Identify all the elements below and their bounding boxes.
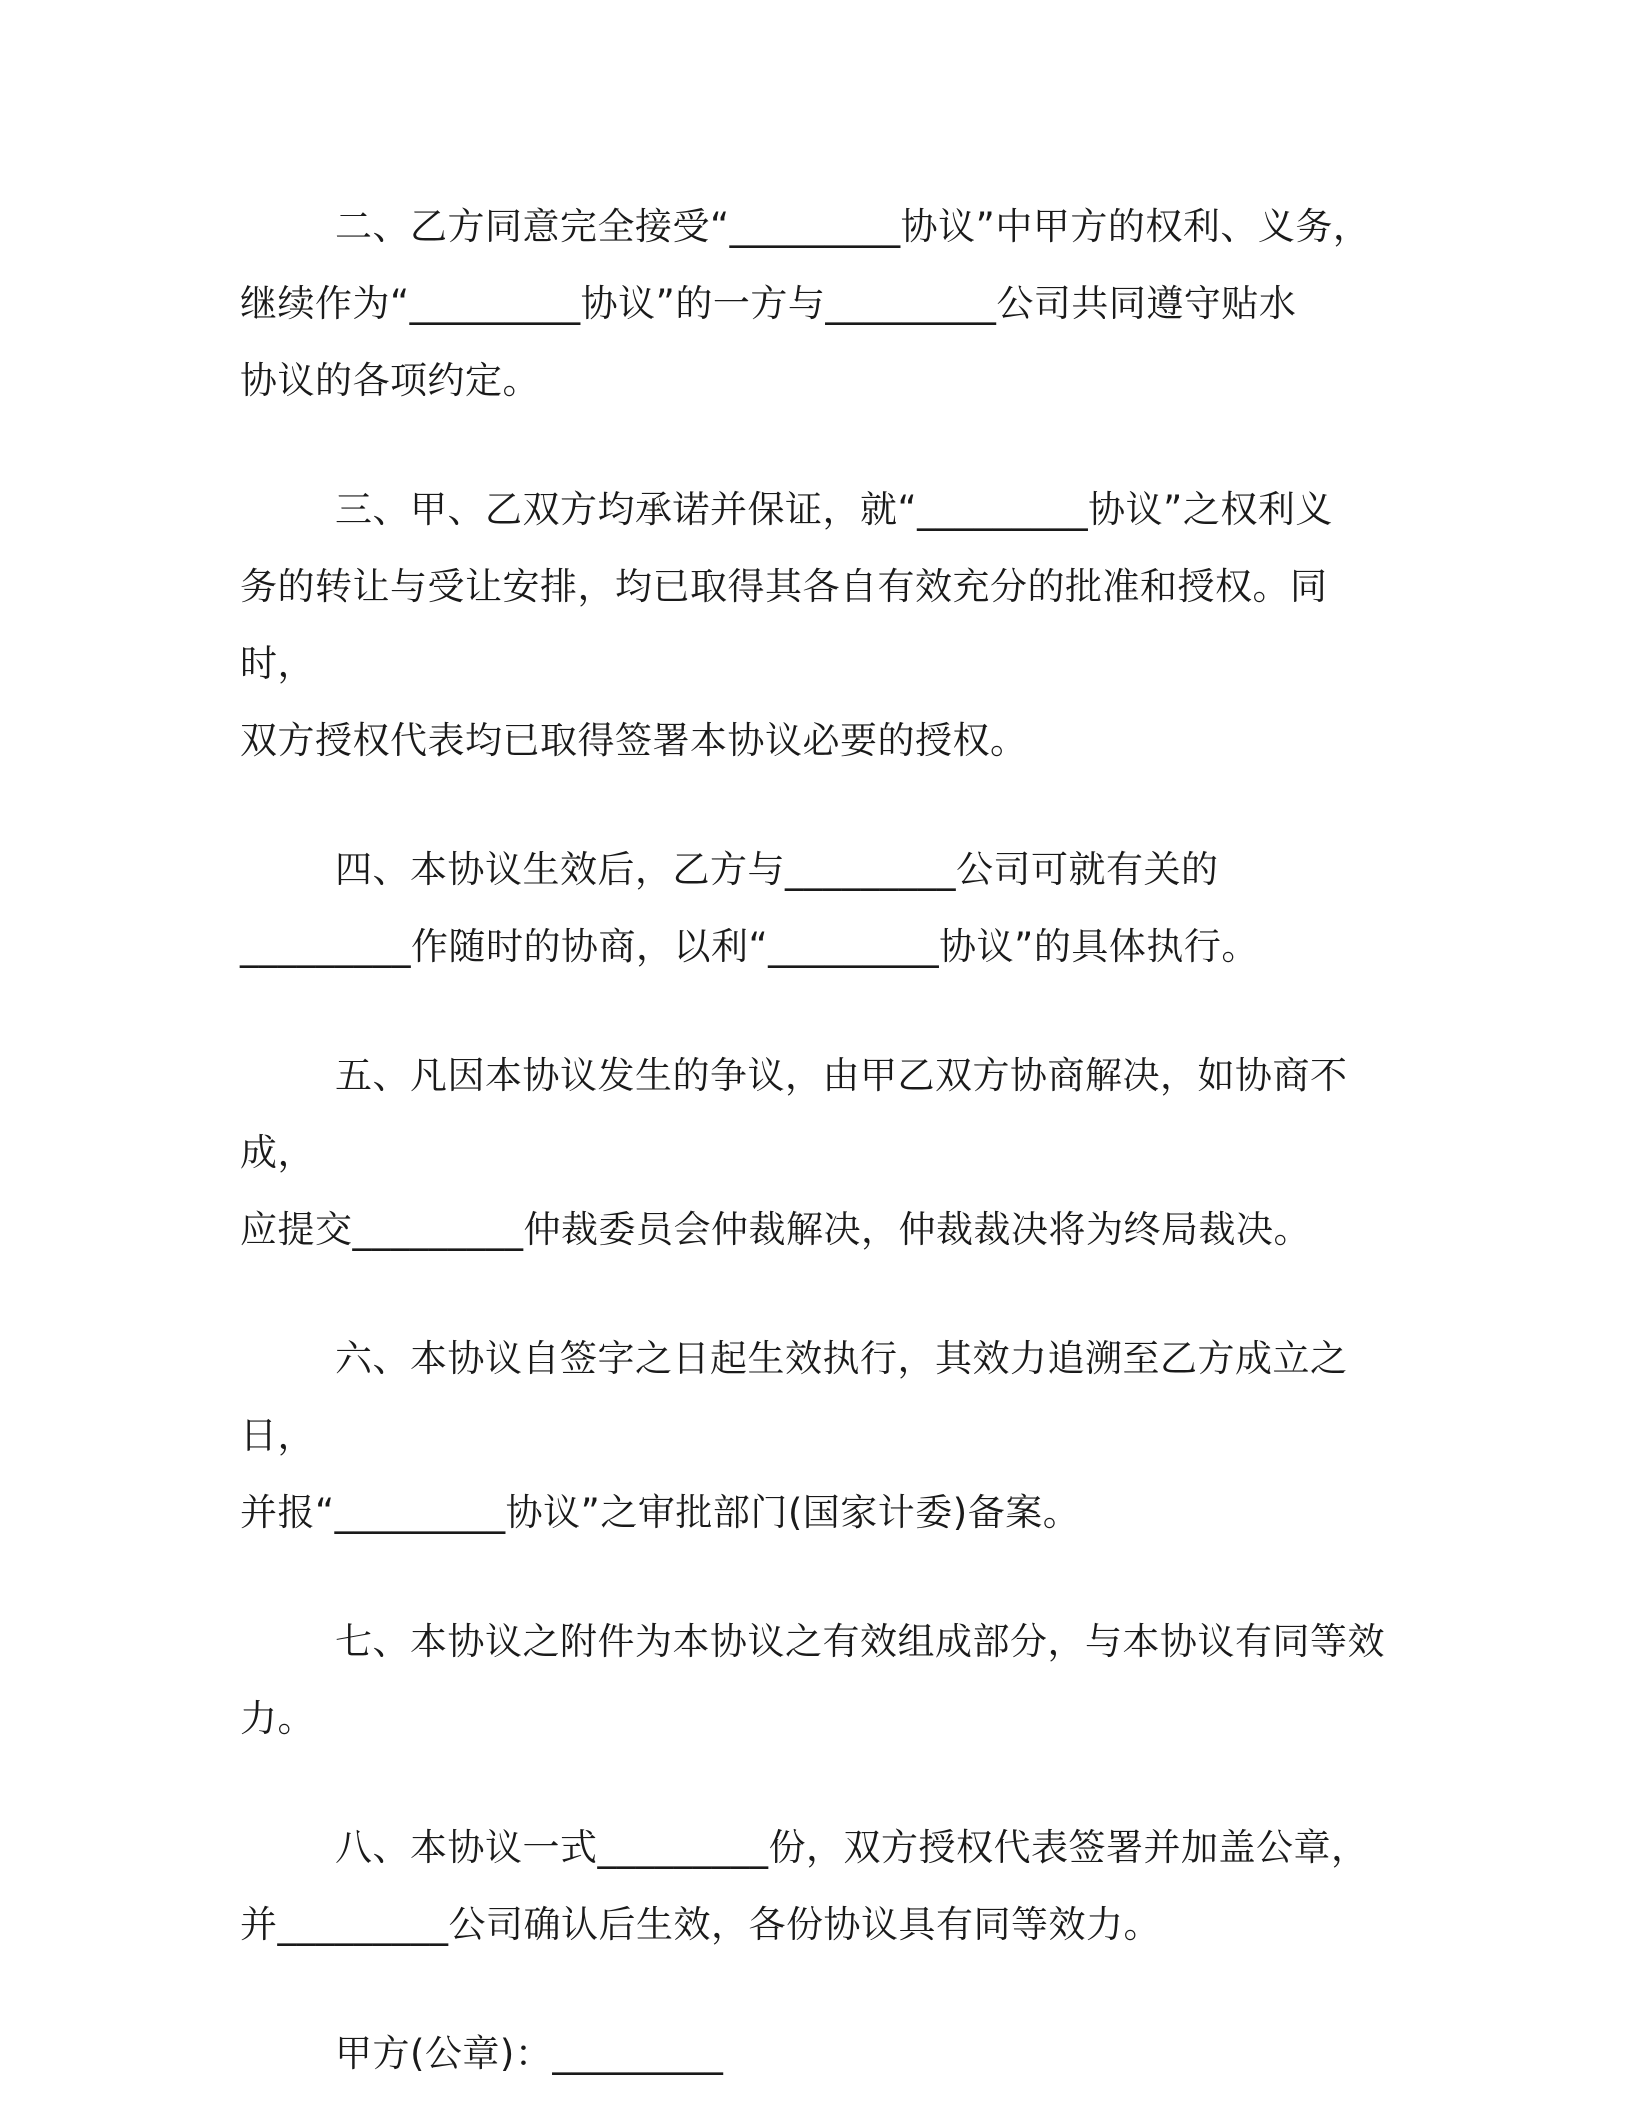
text-line: _________作随时的协商，以利“_________协议”的具体执行。 bbox=[240, 925, 1259, 968]
text-line: 六、本协议自签字之日起生效执行，其效力追溯至乙方成立之日， bbox=[240, 1337, 1348, 1457]
text-line: 双方授权代表均已取得签署本协议必要的授权。 bbox=[240, 719, 1028, 762]
clause-2 bbox=[240, 188, 1402, 419]
clause-8 bbox=[240, 1809, 1402, 1963]
text-line: 并报“_________协议”之审批部门(国家计委)备案。 bbox=[240, 1491, 1081, 1534]
document-body bbox=[240, 188, 1402, 2092]
text-line: 务的转让与受让安排，均已取得其各自有效充分的批准和授权。同时， bbox=[240, 565, 1328, 685]
text-line: 力。 bbox=[240, 1697, 315, 1740]
party-a-seal-line: 甲方(公章)：_________ bbox=[335, 2032, 724, 2075]
clause-5 bbox=[240, 1037, 1402, 1268]
clause-3 bbox=[240, 471, 1402, 779]
clause-4 bbox=[240, 831, 1402, 985]
text-line: 三、甲、乙双方均承诺并保证，就“_________协议”之权利义 bbox=[335, 488, 1333, 531]
text-line: 协议的各项约定。 bbox=[240, 359, 540, 402]
text-line: 四、本协议生效后，乙方与_________公司可就有关的 bbox=[335, 848, 1219, 891]
clause-6 bbox=[240, 1320, 1402, 1551]
clause-7 bbox=[240, 1603, 1402, 1757]
text-line: 应提交_________仲裁委员会仲裁解决，仲裁裁决将为终局裁决。 bbox=[240, 1208, 1311, 1251]
text-line: 八、本协议一式_________份，双方授权代表签署并加盖公章， bbox=[335, 1826, 1369, 1869]
text-line: 五、凡因本协议发生的争议，由甲乙双方协商解决，如协商不成， bbox=[240, 1054, 1348, 1174]
text-line: 七、本协议之附件为本协议之有效组成部分，与本协议有同等效 bbox=[335, 1620, 1385, 1663]
text-line: 并_________公司确认后生效，各份协议具有同等效力。 bbox=[240, 1903, 1161, 1946]
text-line: 继续作为“_________协议”的一方与_________公司共同遵守贴水 bbox=[240, 282, 1297, 325]
text-line: 二、乙方同意完全接受“_________协议”中甲方的权利、义务， bbox=[335, 205, 1371, 248]
